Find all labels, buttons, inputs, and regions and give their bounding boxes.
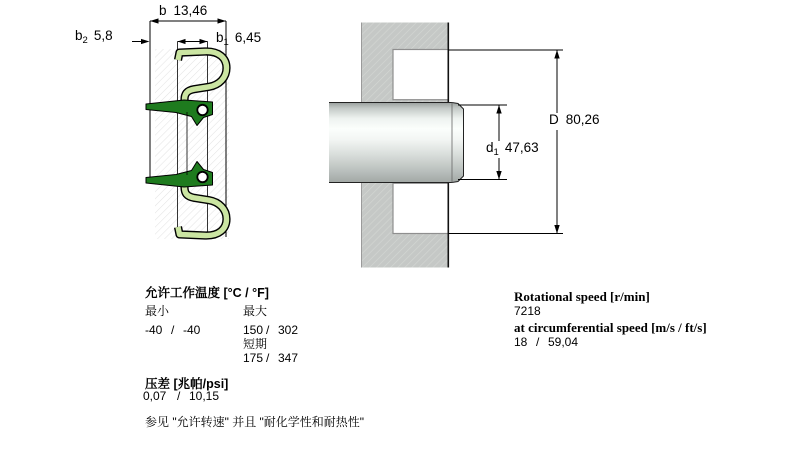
- temperature-min-label: 最小: [145, 304, 170, 318]
- dim-value: 80,26: [565, 112, 600, 127]
- rotational-speed-value: 7218: [514, 304, 541, 318]
- arrow-right-icon: [200, 39, 208, 44]
- pressure-title: 压差 [兆帕/psi]: [145, 377, 229, 391]
- dim-subscript: 1: [493, 147, 499, 158]
- seal-seat-bottom: [393, 183, 448, 233]
- dim-subscript: 2: [82, 35, 88, 46]
- slash-separator: /: [536, 335, 540, 349]
- shaft: [329, 103, 464, 183]
- dim-label-D: [546, 113, 603, 130]
- dim-label-d1: [483, 141, 542, 158]
- rotational-speed-title: Rotational speed [r/min]: [514, 289, 650, 304]
- b1-dimension: [178, 39, 208, 44]
- garter-spring: [197, 105, 207, 115]
- dim-value: 47,63: [504, 140, 539, 155]
- arrow-down-icon: [496, 171, 501, 180]
- circumferential-speed-title: at circumferential speed [m/s / ft/s]: [514, 320, 707, 335]
- circumferential-speed-values: [514, 336, 578, 349]
- arrow-up-icon: [496, 105, 501, 114]
- dim-label-b: [159, 4, 207, 21]
- temp-min-celsius: -40: [145, 323, 163, 337]
- temp-min-fahrenheit: -40: [183, 323, 201, 337]
- dim-symbol: b: [159, 3, 167, 18]
- dim-symbol: b: [75, 28, 83, 43]
- short-term-values: [243, 352, 298, 365]
- dim-label-b2: [75, 29, 113, 46]
- dim-value: 6,45: [234, 30, 262, 45]
- seal-section-drawing: [132, 18, 229, 239]
- seal-seat-top: [393, 50, 448, 100]
- dim-value: 5,8: [93, 28, 113, 43]
- arrow-right-icon: [218, 18, 227, 23]
- arrow-down-icon: [554, 225, 559, 234]
- slash-separator: /: [177, 389, 181, 403]
- pressure-values: [143, 390, 219, 403]
- dim-symbol: d: [486, 140, 494, 155]
- slash-separator: /: [171, 323, 175, 337]
- slash-separator: /: [266, 323, 270, 337]
- pressure-psi: 10,15: [189, 389, 220, 403]
- arrow-right-icon: [141, 39, 150, 44]
- shaft-body: [329, 103, 464, 183]
- speed-ms: 18: [514, 335, 528, 349]
- dim-value: 13,46: [173, 3, 208, 18]
- dim-label-b1: [216, 31, 261, 48]
- seal-section-hatch: [155, 49, 229, 239]
- short-term-celsius: 175: [243, 351, 264, 365]
- dim-symbol: D: [549, 112, 559, 127]
- temperature-min-values: [145, 324, 200, 337]
- b2-dimension: [132, 39, 150, 44]
- short-term-fahrenheit: 347: [278, 351, 299, 365]
- arrow-left-icon: [150, 18, 159, 23]
- temperature-title: 允许工作温度 [°C / °F]: [145, 286, 269, 300]
- speed-fts: 59,04: [548, 335, 579, 349]
- temp-max-fahrenheit: 302: [278, 323, 299, 337]
- slash-separator: /: [266, 351, 270, 365]
- dim-subscript: 1: [223, 37, 229, 48]
- reference-note: 参见 "允许转速" 并且 "耐化学性和耐热性": [145, 415, 365, 429]
- temp-max-celsius: 150: [243, 323, 264, 337]
- short-term-label: 短期: [243, 337, 268, 351]
- temperature-max-label: 最大: [243, 304, 268, 318]
- dim-symbol: b: [216, 30, 224, 45]
- temperature-max-values: [243, 324, 298, 337]
- arrow-left-icon: [178, 39, 186, 44]
- pressure-mpa: 0,07: [143, 389, 167, 403]
- arrow-up-icon: [554, 50, 559, 59]
